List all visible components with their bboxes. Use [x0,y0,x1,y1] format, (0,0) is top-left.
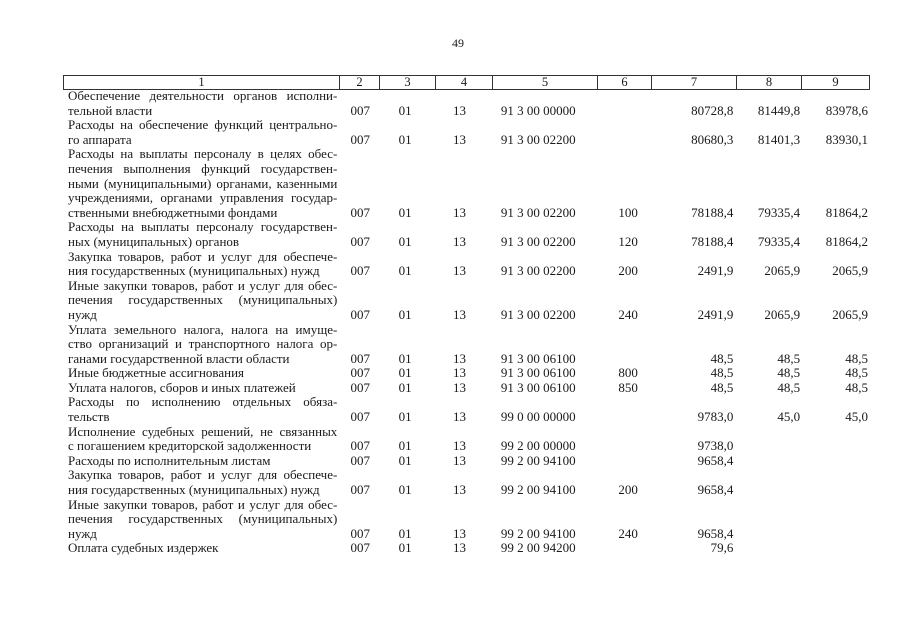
header-col-1: 1 [198,75,205,89]
expense-type-code: 120 [618,233,638,249]
row-description [63,498,337,542]
amount-year-1: 2491,9 [697,306,734,322]
section-code: 01 [398,263,412,279]
amount-year-3: 83930,1 [825,131,868,147]
subsection-code: 13 [453,306,466,322]
description-line: Иные закупки товаров, работ и услуг для обес- [68,277,338,293]
row-description [63,89,337,118]
section-code: 01 [398,102,412,118]
amount-year-3: 2065,9 [832,263,868,279]
target-article-code: 99 2 00 00000 [500,438,576,454]
description-line: Закупка товаров, работ и услуг для обеспече- [68,248,338,264]
row-description [63,454,337,469]
amount-year-1: 48,5 [710,365,734,381]
row-description [63,541,337,556]
description-line: ганами государственной власти области [68,350,290,366]
description-line: Расходы по исполнению отдельных обяза- [68,394,338,410]
expense-type-code: 200 [618,482,638,498]
table-row [63,279,868,323]
row-description [63,468,337,497]
table-row [63,147,868,220]
description-line: Оплата судебных издержек [68,540,219,556]
table-row [63,250,868,279]
amount-year-2: 2065,9 [764,306,801,322]
section-code: 01 [398,482,412,498]
section-code: 01 [398,306,412,322]
amount-year-1: 80680,3 [691,131,734,147]
amount-year-3: 48,5 [845,379,868,395]
table-row [63,425,868,454]
description-line: печения государственных (муниципальных) [68,511,338,527]
expense-type-code: 240 [618,525,638,541]
section-code: 01 [398,131,412,147]
description-line: нужд [68,306,97,322]
section-code: 01 [398,350,412,366]
amount-year-3: 48,5 [845,350,868,366]
subsection-code: 13 [453,365,466,381]
amount-year-3: 81864,2 [825,233,868,249]
amount-year-3: 81864,2 [825,204,868,220]
description-line: Уплата земельного налога, налога на имуще- [68,321,338,337]
description-line: Расходы на обеспечение функций центрально- [68,117,338,133]
section-code: 01 [398,525,412,541]
amount-year-2: 48,5 [777,379,801,395]
target-article-code: 91 3 00 02200 [500,131,576,147]
description-line: Закупка товаров, работ и услуг для обеспече- [68,467,338,483]
chapter-code: 007 [350,365,370,381]
subsection-code: 13 [453,525,466,541]
target-article-code: 91 3 00 06100 [500,350,576,366]
target-article-code: 91 3 00 02200 [500,204,576,220]
header-col-7: 7 [651,76,736,89]
description-line: с погашением кредиторской задолженности [68,438,312,454]
amount-year-1: 78188,4 [691,204,734,220]
target-article-code: 99 2 00 94200 [500,540,576,556]
row-description [63,220,337,249]
description-line: го аппарата [68,131,132,147]
subsection-code: 13 [453,102,466,118]
amount-year-1: 2491,9 [697,263,734,279]
target-article-code: 99 2 00 94100 [500,525,576,541]
header-col-6: 6 [597,76,651,89]
row-description [63,381,337,396]
section-code: 01 [398,452,412,468]
row-description [63,250,337,279]
row-description [63,118,337,147]
table-row [63,366,868,381]
target-article-code: 91 3 00 02200 [500,233,576,249]
target-article-code: 99 0 00 00000 [500,409,576,425]
header-col-3: 3 [379,76,435,89]
section-code: 01 [398,365,412,381]
amount-year-3: 45,0 [845,409,868,425]
expense-type-code: 850 [618,379,638,395]
target-article-code: 99 2 00 94100 [500,452,576,468]
row-description [63,425,337,454]
amount-year-2: 48,5 [777,350,801,366]
description-line: Расходы по исполнительным листам [68,452,271,468]
chapter-code: 007 [350,540,370,556]
expense-type-code: 100 [618,204,638,220]
description-line: Исполнение судебных решений, не связанных [68,423,338,439]
amount-year-1: 9783,0 [697,409,734,425]
subsection-code: 13 [453,482,466,498]
header-col-9: 9 [801,76,869,89]
description-line: ния государственных (муниципальных) нужд [68,263,320,279]
row-description [63,366,337,381]
description-line: Иные бюджетные ассигнования [68,365,245,381]
header-col-8: 8 [736,76,801,89]
table-row [63,468,868,497]
section-code: 01 [398,438,412,454]
subsection-code: 13 [453,540,466,556]
chapter-code: 007 [350,131,370,147]
description-line: тельств [68,409,110,425]
section-code: 01 [398,204,412,220]
subsection-code: 13 [453,438,466,454]
table-row [63,498,868,542]
description-line: нужд [68,525,97,541]
table-row [63,220,868,249]
header-col-2: 2 [339,76,379,89]
target-article-code: 91 3 00 02200 [500,306,576,322]
chapter-code: 007 [350,102,370,118]
subsection-code: 13 [453,131,466,147]
target-article-code: 91 3 00 02200 [500,263,576,279]
amount-year-2: 79335,4 [757,204,801,220]
chapter-code: 007 [350,233,370,249]
amount-year-1: 79,6 [710,540,734,556]
chapter-code: 007 [350,525,370,541]
description-line: ственными внебюджетными фондами [68,204,278,220]
amount-year-1: 9658,4 [697,525,734,541]
section-code: 01 [398,379,412,395]
chapter-code: 007 [350,438,370,454]
subsection-code: 13 [453,452,466,468]
table-row [63,118,868,147]
target-article-code: 91 3 00 00000 [500,102,576,118]
description-line: Расходы на выплаты персоналу государствен- [68,219,338,235]
expense-type-code: 240 [618,306,638,322]
subsection-code: 13 [453,350,466,366]
amount-year-2: 79335,4 [757,233,801,249]
row-description [63,395,337,424]
chapter-code: 007 [350,306,370,322]
description-line: печения выполнения функций государствен- [68,160,338,176]
subsection-code: 13 [453,204,466,220]
section-code: 01 [398,233,412,249]
chapter-code: 007 [350,482,370,498]
amount-year-1: 9658,4 [697,482,734,498]
description-line: Иные закупки товаров, работ и услуг для обес- [68,496,338,512]
table-row [63,89,868,118]
amount-year-1: 9738,0 [697,438,734,454]
amount-year-1: 48,5 [710,350,734,366]
amount-year-2: 81401,3 [757,131,801,147]
row-description [63,323,337,367]
target-article-code: 99 2 00 94100 [500,482,576,498]
chapter-code: 007 [350,452,370,468]
chapter-code: 007 [350,409,370,425]
description-line: ство организаций и транспортного налога ор- [68,336,338,352]
table-row [63,454,868,469]
amount-year-2: 48,5 [777,365,801,381]
row-description [63,147,337,220]
amount-year-1: 9658,4 [697,452,734,468]
expense-type-code: 200 [618,263,638,279]
subsection-code: 13 [453,379,466,395]
description-line: тельной власти [68,102,153,118]
amount-year-2: 2065,9 [764,263,801,279]
subsection-code: 13 [453,263,466,279]
row-description [63,279,337,323]
amount-year-1: 48,5 [710,379,734,395]
description-line: ния государственных (муниципальных) нужд [68,482,320,498]
chapter-code: 007 [350,204,370,220]
description-line: печения государственных (муниципальных) [68,292,338,308]
table-row [63,323,868,367]
subsection-code: 13 [453,233,466,249]
description-line: ными (муниципальными) органами, казенными [68,175,338,191]
amount-year-3: 48,5 [845,365,868,381]
target-article-code: 91 3 00 06100 [500,365,576,381]
description-line: учреждениями, органами управления государ- [68,190,338,206]
expense-type-code: 800 [618,365,638,381]
table-row [63,381,868,396]
table-row [63,541,868,556]
amount-year-3: 2065,9 [832,306,868,322]
table-row [63,395,868,424]
target-article-code: 91 3 00 06100 [500,379,576,395]
table-body [63,89,868,556]
description-line: Уплата налогов, сборов и иных платежей [68,379,296,395]
subsection-code: 13 [453,409,466,425]
description-line: ных (муниципальных) органов [68,233,240,249]
amount-year-1: 80728,8 [691,102,734,118]
amount-year-2: 81449,8 [757,102,801,118]
header-col-5: 5 [492,76,597,89]
section-code: 01 [398,540,412,556]
description-line: Расходы на выплаты персоналу в целях обес- [68,146,338,162]
amount-year-2: 45,0 [777,409,801,425]
section-code: 01 [398,409,412,425]
chapter-code: 007 [350,263,370,279]
amount-year-1: 78188,4 [691,233,734,249]
page-number: 49 [452,36,464,50]
header-col-4: 4 [435,76,492,89]
description-line: Обеспечение деятельности органов исполни- [68,88,338,103]
chapter-code: 007 [350,350,370,366]
chapter-code: 007 [350,379,370,395]
amount-year-3: 83978,6 [825,102,868,118]
